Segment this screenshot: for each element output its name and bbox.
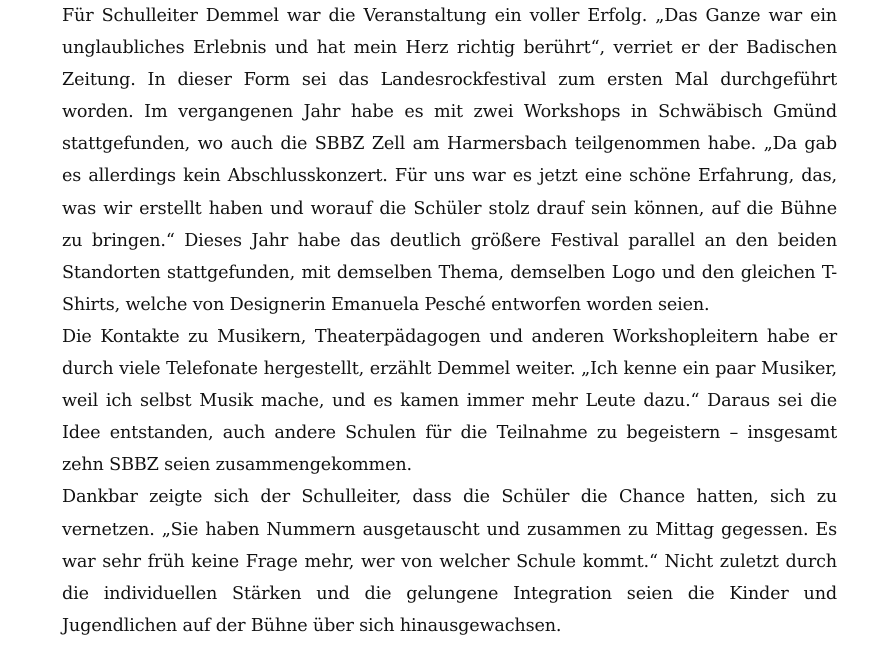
article-paragraph-3: Dankbar zeigte sich der Schulleiter, dass die Schüler die Chance hatten, sich zu vernetzen. „Sie haben Nummern ausgetauscht und zusammen zu Mittag gegessen. Es war sehr früh keine Frage mehr, wer von welcher Schule kommt.“ Nicht zuletzt durch die individuellen Stärken und die gelungene Integration seien die Kinder und Jugendlichen auf der Bühne über sich hinausgewachsen. [62, 487, 837, 636]
article-paragraph-1: Für Schulleiter Demmel war die Veranstaltung ein voller Erfolg. „Das Ganze war ein unglaubliches Erlebnis und hat mein Herz richtig berührt“, verriet er der Badischen Zeitung. In dieser Form sei das Landesrockfestival zum ersten Mal durchgeführt worden. Im vergangenen Jahr habe es mit zwei Workshops in Schwäbisch Gmünd stattgefunden, wo auch die SBBZ Zell am Harmersbach teilgenommen habe. „Da gab es allerdings kein Abschlusskonzert. Für uns war es jetzt eine schöne Erfahrung, das, was wir erstellt haben und worauf die Schüler stolz drauf sein können, auf die Bühne zu bringen.“ Dieses Jahr habe das deutlich größere Festival parallel an den beiden Standorten stattgefunden, mit demselben Thema, demselben Logo und den gleichen T-Shirts, welche von Designerin Emanuela Pesché entworfen worden seien. [62, 6, 837, 315]
article-paragraph-2: Die Kontakte zu Musikern, Theaterpädagogen und anderen Workshopleitern habe er durch viele Telefonate hergestellt, erzählt Demmel weiter. „Ich kenne ein paar Musiker, weil ich selbst Musik mache, und es kamen immer mehr Leute dazu.“ Daraus sei die Idee entstanden, auch andere Schulen für die Teilnahme zu begeistern – insgesamt zehn SBBZ seien zusammengekommen. [62, 326, 837, 476]
article-body [62, 0, 837, 642]
